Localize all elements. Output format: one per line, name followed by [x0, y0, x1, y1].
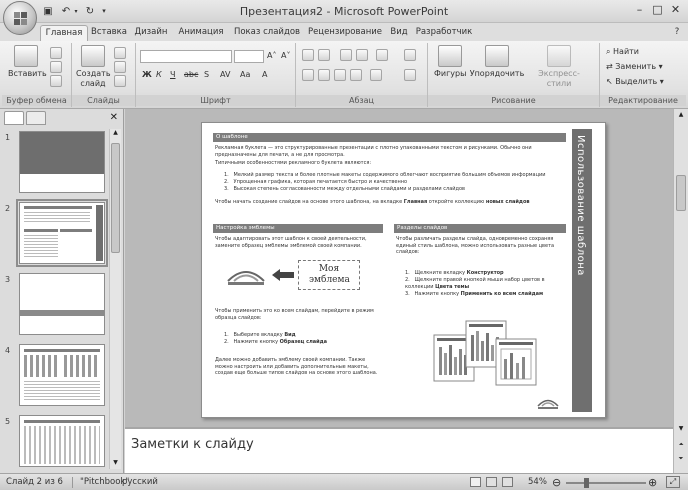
- maximize-button[interactable]: □: [652, 3, 663, 16]
- about-paragraph-2: Типичными особенностями рекламного буклета являются:: [215, 160, 372, 166]
- grow-font-icon[interactable]: A˄: [267, 51, 277, 60]
- notes-pane[interactable]: [125, 427, 673, 473]
- thumbnail-slide-4[interactable]: [19, 344, 105, 406]
- group-font: [136, 43, 296, 107]
- logo-paragraph-3: Далее можно добавить эмблему своей компании. Также можно настроить или добавить дополнительные макеты, создав еще больше типов слайдов на основе этого шаблона.: [215, 357, 378, 377]
- scroll-down-icon[interactable]: ▼: [113, 459, 118, 466]
- tab-home[interactable]: Главная: [40, 25, 88, 41]
- slide-footer-logo-icon: [536, 394, 560, 410]
- about-item-1: 1. Мелкий размер текста и более плотные макеты содержимого облегчают восприятие большим объемов информации: [224, 172, 546, 178]
- about-paragraph-1: Рекламная буклета — это структурированные презентации с плотно упакованными текстом и рисунками. Обычно они предназначены для печати, а не для просмотра.: [215, 145, 532, 158]
- redo-icon[interactable]: ↻: [85, 6, 95, 17]
- logo-paragraph-1: Чтобы адаптировать этот шаблон к своей деятельности, замените образец эмблемы эмблемой своей компании.: [215, 236, 367, 249]
- delete-slide-icon[interactable]: [114, 75, 126, 87]
- about-p3-bold1: Главная: [403, 199, 428, 205]
- about-item-2: 2. Упрощенная графика, которая печатается быстро и качественно: [224, 179, 408, 185]
- new-slide-label: Создать слайд: [76, 69, 111, 88]
- scroll-down-icon[interactable]: ▼: [678, 425, 684, 432]
- sections-paragraph-1: Чтобы различать разделы слайда, одновременно сохраняя единый стиль шаблона, можно использовать разные цвета слайдов:: [396, 236, 555, 256]
- group-slides: [72, 43, 136, 107]
- change-case-icon[interactable]: Aa: [240, 70, 251, 79]
- font-color-icon[interactable]: A: [262, 70, 268, 79]
- logo-item1-bold: Вид: [284, 332, 296, 338]
- undo-dropdown-icon[interactable]: ▾: [74, 8, 78, 15]
- sections-item-3: 3. Нажмите кнопку Применить ко всем слайдам: [405, 291, 544, 297]
- underline-icon[interactable]: Ч: [170, 70, 176, 79]
- group-clipboard-label: Буфер обмена: [2, 95, 71, 106]
- thumb-num-2: 2: [5, 204, 11, 213]
- columns-icon[interactable]: [370, 69, 382, 81]
- group-font-label: Шрифт: [136, 95, 295, 106]
- tab-developer[interactable]: Разработчик: [415, 27, 473, 37]
- status-bar: [0, 473, 688, 490]
- close-window-button[interactable]: ✕: [670, 3, 681, 16]
- notes-placeholder[interactable]: Заметки к слайду: [131, 437, 254, 452]
- paste-button[interactable]: [8, 45, 47, 79]
- new-slide-button[interactable]: [76, 45, 110, 89]
- sections-heading: Разделы слайдов: [394, 224, 566, 233]
- tab-review[interactable]: Рецензирование: [307, 27, 383, 37]
- logo-paragraph-2: Чтобы применить это ко всем слайдам, перейдите в режим образца слайдов:: [215, 308, 374, 321]
- tab-view[interactable]: Вид: [390, 27, 408, 37]
- text-direction-icon[interactable]: [404, 49, 416, 61]
- sections-item1-pre: Щелкните вкладку: [414, 270, 467, 276]
- arrange-label: Упорядочить: [469, 69, 525, 78]
- slide-editor: [125, 109, 673, 427]
- replace-label: Заменить: [615, 62, 657, 71]
- about-item-3-text: Высокая степень согласованности между отдельными слайдами и разделами слайдов: [233, 186, 465, 192]
- zoom-slider-thumb[interactable]: [584, 478, 589, 488]
- bold-icon[interactable]: Ж: [142, 70, 152, 79]
- theme-name: "Pitchbook": [80, 477, 130, 487]
- slide-preview-illustration: [430, 313, 542, 389]
- normal-view-icon[interactable]: [470, 477, 481, 487]
- scroll-thumb[interactable]: [111, 143, 120, 253]
- logo-item2-bold: Образец слайда: [279, 339, 328, 345]
- line-spacing-icon[interactable]: [376, 49, 388, 61]
- bullets-icon[interactable]: [302, 49, 314, 61]
- copy-icon[interactable]: [50, 61, 62, 73]
- outline-tab[interactable]: [26, 111, 46, 125]
- current-slide[interactable]: [201, 122, 606, 418]
- paste-icon: [14, 45, 38, 67]
- spacing-icon[interactable]: AV: [220, 70, 231, 79]
- scroll-up-icon[interactable]: ▲: [678, 111, 684, 118]
- customize-toolbar-icon[interactable]: ▾: [102, 7, 106, 15]
- shadow-icon[interactable]: S: [204, 70, 210, 79]
- tab-design[interactable]: Дизайн: [134, 27, 168, 37]
- slide-counter: Слайд 2 из 6: [6, 477, 63, 487]
- quick-styles-button[interactable]: [526, 45, 592, 89]
- tab-slideshow[interactable]: Показ слайдов: [233, 27, 301, 37]
- fit-to-window-icon[interactable]: ⤢: [666, 476, 680, 488]
- quick-styles-label: Экспресс-стили: [538, 69, 580, 88]
- logo-item1-pre: Выберите вкладку: [233, 332, 285, 338]
- previous-slide-icon[interactable]: ⏶: [678, 441, 684, 448]
- group-drawing-label: Рисование: [428, 95, 599, 106]
- ribbon-tabs: [0, 23, 688, 41]
- sections-item2-pre: Щелкните правой кнопкой мыши набор цветов в коллекции: [405, 277, 545, 290]
- sections-item2-bold: Цвета темы: [435, 283, 470, 290]
- italic-icon[interactable]: К: [156, 70, 162, 79]
- slide-vertical-banner: [572, 129, 592, 412]
- align-right-icon[interactable]: [334, 69, 346, 81]
- new-slide-icon: [81, 45, 105, 67]
- about-p3-bold2: новых слайдов: [485, 199, 530, 205]
- arrange-button[interactable]: [468, 45, 526, 79]
- shapes-label: Фигуры: [434, 69, 467, 78]
- zoom-level[interactable]: 54%: [528, 477, 547, 487]
- shapes-button[interactable]: [434, 45, 466, 79]
- zoom-out-icon[interactable]: ⊖: [552, 476, 562, 489]
- slides-tab[interactable]: [4, 111, 24, 125]
- layout-icon[interactable]: [114, 47, 126, 59]
- group-clipboard: [2, 43, 72, 107]
- thumbnail-slide-3[interactable]: [19, 273, 105, 335]
- sections-item-1: 1. Щелкните вкладку Конструктор: [405, 270, 504, 276]
- shapes-icon: [438, 45, 462, 67]
- sections-item3-pre: Нажмите кнопку: [414, 291, 461, 297]
- slide-sorter-icon[interactable]: [486, 477, 497, 487]
- quick-styles-icon: [547, 45, 571, 67]
- find-label: Найти: [613, 47, 640, 56]
- about-paragraph-3: [215, 199, 565, 206]
- align-left-icon[interactable]: [302, 69, 314, 81]
- language-indicator[interactable]: русский: [122, 477, 158, 487]
- increase-indent-icon[interactable]: [356, 49, 368, 61]
- cut-icon[interactable]: [50, 47, 62, 59]
- undo-icon[interactable]: ↶: [61, 6, 71, 17]
- zoom-in-icon[interactable]: ⊕: [648, 476, 658, 489]
- about-p3-pre: Чтобы начать создание слайдов на основе этого шаблона, на вкладке: [215, 199, 404, 205]
- help-icon[interactable]: ?: [674, 27, 680, 37]
- title-bar: [0, 0, 688, 23]
- editor-scrollbar[interactable]: [673, 109, 688, 473]
- about-heading: О шаблоне: [213, 133, 566, 142]
- about-item-1-text: Мелкий размер текста и более плотные макеты содержимого облегчают восприятие большим объемов информации: [233, 172, 546, 178]
- pane-tabs: [2, 111, 121, 125]
- group-editing-label: Редактирование: [600, 95, 686, 106]
- thumb-num-3: 3: [5, 275, 11, 284]
- zoom-slider[interactable]: [566, 482, 646, 484]
- font-size-field[interactable]: [234, 50, 264, 63]
- close-pane-icon[interactable]: ✕: [109, 112, 118, 123]
- next-slide-icon[interactable]: ⏷: [678, 455, 684, 462]
- strikethrough-icon[interactable]: abc: [184, 70, 199, 79]
- minimize-button[interactable]: –: [636, 3, 643, 16]
- office-logo-icon: [13, 11, 28, 26]
- justify-icon[interactable]: [350, 69, 362, 81]
- scroll-up-icon[interactable]: ▲: [113, 129, 118, 136]
- find-button[interactable]: ⌕ Найти: [606, 47, 640, 56]
- group-paragraph-label: Абзац: [296, 95, 427, 106]
- shrink-font-icon[interactable]: A˅: [281, 51, 291, 60]
- slideshow-view-icon[interactable]: [502, 477, 513, 487]
- arrange-icon: [485, 45, 509, 67]
- font-name-field[interactable]: [140, 50, 232, 63]
- group-editing: [600, 43, 686, 107]
- reset-icon[interactable]: [114, 61, 126, 73]
- about-item-3: 3. Высокая степень согласованности между отдельными слайдами и разделами слайдов: [224, 186, 465, 192]
- about-item-2-text: Упрощенная графика, которая печатается быстро и качественно: [233, 179, 408, 185]
- window-title: Презентация2 - Microsoft PowerPoint: [239, 5, 449, 18]
- logo-item2-pre: Нажмите кнопку: [233, 339, 280, 345]
- sections-item3-bold: Применить ко всем слайдам: [460, 291, 544, 297]
- group-paragraph: [296, 43, 428, 107]
- smartart-icon[interactable]: [404, 69, 416, 81]
- slides-pane-scrollbar[interactable]: [109, 129, 121, 469]
- select-label: Выделить: [615, 77, 658, 86]
- numbering-icon[interactable]: [318, 49, 330, 61]
- office-button[interactable]: [3, 1, 37, 35]
- thumbnail-slide-5[interactable]: [19, 415, 105, 467]
- decrease-indent-icon[interactable]: [340, 49, 352, 61]
- format-painter-icon[interactable]: [50, 75, 62, 87]
- arrow-left-icon: [272, 269, 294, 281]
- sections-item1-bold: Конструктор: [466, 270, 504, 276]
- tab-animation[interactable]: Анимация: [178, 27, 224, 37]
- thumb-num-4: 4: [5, 346, 11, 355]
- ribbon: [0, 41, 688, 109]
- replace-button[interactable]: ⇄ Заменить ▾: [606, 62, 663, 71]
- sections-item-2: 2. Щелкните правой кнопкой мыши набор цветов в коллекции Цвета темы: [405, 277, 545, 290]
- scroll-thumb[interactable]: [676, 175, 686, 211]
- about-p3-mid: откройте коллекцию: [427, 199, 486, 205]
- align-center-icon[interactable]: [318, 69, 330, 81]
- thumbnail-slide-1[interactable]: [19, 131, 105, 193]
- group-drawing: [428, 43, 600, 107]
- tab-insert[interactable]: Вставка: [90, 27, 128, 37]
- vertical-title: Использование шаблона: [575, 135, 586, 276]
- select-button[interactable]: ↖ Выделить ▾: [606, 77, 664, 86]
- thumbnail-slide-2[interactable]: [19, 202, 105, 264]
- sample-logo-icon: [222, 261, 270, 291]
- group-slides-label: Слайды: [72, 95, 135, 106]
- paste-label: Вставить: [8, 69, 47, 78]
- save-icon[interactable]: ▣: [43, 6, 53, 17]
- logo-item-2: 2. Нажмите кнопку Образец слайда: [224, 339, 328, 345]
- logo-item-1: 1. Выберите вкладку Вид: [224, 332, 296, 338]
- logo-placeholder: Моя эмблема: [298, 260, 360, 290]
- thumb-num-1: 1: [5, 133, 11, 142]
- slides-pane: [0, 109, 124, 473]
- logo-heading: Настройка эмблемы: [213, 224, 383, 233]
- thumb-num-5: 5: [5, 417, 11, 426]
